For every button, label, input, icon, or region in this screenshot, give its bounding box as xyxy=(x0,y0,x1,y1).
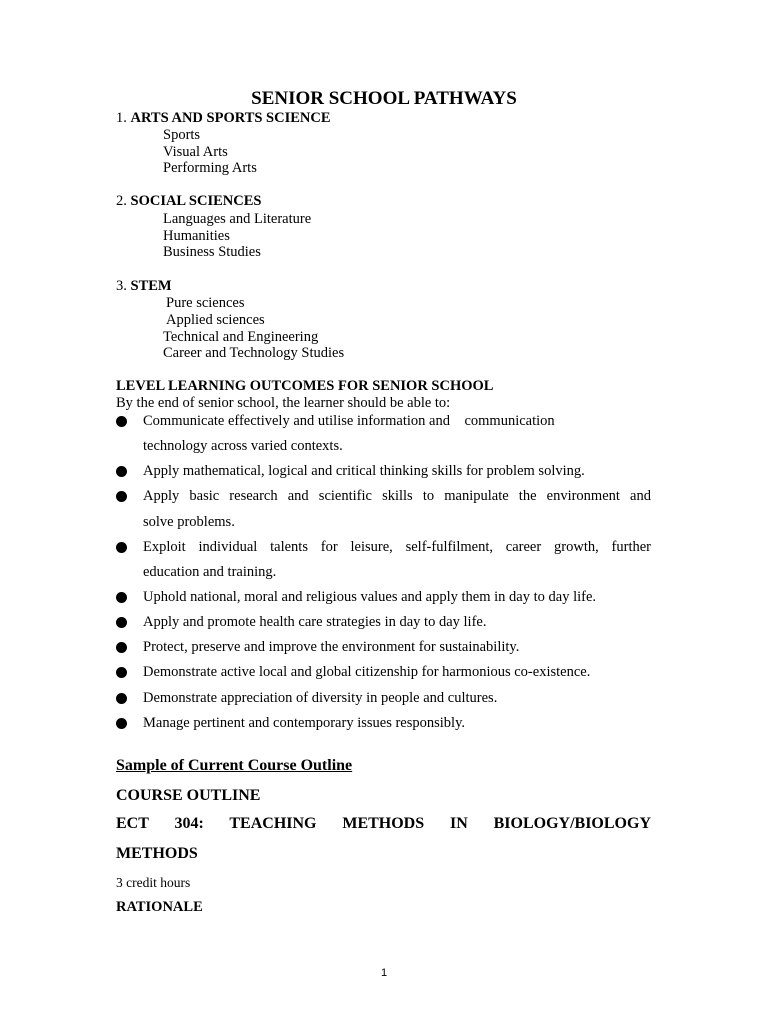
pathway-item: Sports xyxy=(163,127,201,143)
pathway-name: SOCIAL SCIENCES xyxy=(130,193,262,209)
outcome-line: Demonstrate active local and global citizenship for harmonious co-existence. xyxy=(143,664,591,680)
outcome-line-cont: solve problems. xyxy=(143,514,235,530)
pathway-item: Technical and Engineering xyxy=(163,329,319,345)
pathway-name: ARTS AND SPORTS SCIENCE xyxy=(130,110,331,126)
course-title-cont: METHODS xyxy=(116,845,198,862)
pathway-item: Pure sciences xyxy=(166,295,245,311)
course-title: ECT 304: TEACHING METHODS IN BIOLOGY/BIOLOGY xyxy=(116,815,651,832)
outcome-line: Manage pertinent and contemporary issues responsibly. xyxy=(143,715,466,731)
credit-hours: 3 credit hours xyxy=(116,875,191,890)
pathway-item: Performing Arts xyxy=(163,160,257,176)
bullet-icon xyxy=(116,466,127,477)
bullet-icon xyxy=(116,718,127,729)
pathway-item: Visual Arts xyxy=(163,144,228,160)
outcome-line xyxy=(143,413,555,430)
pathway-heading-social xyxy=(116,193,261,210)
bullet-icon xyxy=(116,667,127,678)
outcome-line: Demonstrate appreciation of diversity in people and cultures. xyxy=(143,690,498,706)
pathway-heading-stem xyxy=(116,278,172,295)
outcomes-intro: By the end of senior school, the learner should be able to: xyxy=(116,395,451,411)
outcome-line: Protect, preserve and improve the environment for sustainability. xyxy=(143,639,520,655)
bullet-icon xyxy=(116,491,127,502)
outcomes-heading: LEVEL LEARNING OUTCOMES FOR SENIOR SCHOOL xyxy=(116,378,494,394)
course-outline-heading: COURSE OUTLINE xyxy=(116,787,261,804)
pathway-item: Humanities xyxy=(163,228,230,244)
bullet-icon xyxy=(116,592,127,603)
pathway-item: Business Studies xyxy=(163,244,261,260)
outcome-text: Communicate effectively and utilise information and xyxy=(143,413,450,429)
bullet-icon xyxy=(116,617,127,628)
pathway-number: 2. xyxy=(116,193,127,209)
rationale-heading: RATIONALE xyxy=(116,899,203,915)
pathway-item: Languages and Literature xyxy=(163,211,312,227)
pathway-number: 3. xyxy=(116,278,127,294)
bullet-icon xyxy=(116,416,127,427)
pathway-heading-arts xyxy=(116,110,331,127)
sample-heading: Sample of Current Course Outline xyxy=(116,757,353,774)
outcome-line-cont: education and training. xyxy=(143,564,277,580)
outcome-line: Apply basic research and scientific skills to manipulate the environment and xyxy=(143,488,651,504)
pathway-item: Career and Technology Studies xyxy=(163,345,345,361)
outcome-line: Exploit individual talents for leisure, self-fulfilment, career growth, further xyxy=(143,539,651,555)
bullet-icon xyxy=(116,693,127,704)
pathway-item: Applied sciences xyxy=(166,312,265,328)
page-number: 1 xyxy=(380,967,388,979)
outcome-line: Uphold national, moral and religious values and apply them in day to day life. xyxy=(143,589,597,605)
outcome-line: Apply mathematical, logical and critical thinking skills for problem solving. xyxy=(143,463,585,479)
bullet-icon xyxy=(116,642,127,653)
pathway-number: 1. xyxy=(116,110,127,126)
page-title: SENIOR SCHOOL PATHWAYS xyxy=(251,88,517,109)
pathway-name: STEM xyxy=(130,278,172,294)
outcome-line: Apply and promote health care strategies in day to day life. xyxy=(143,614,487,630)
bullet-icon xyxy=(116,542,127,553)
outcome-text: communication xyxy=(464,413,555,429)
outcome-line-cont: technology across varied contexts. xyxy=(143,438,343,454)
